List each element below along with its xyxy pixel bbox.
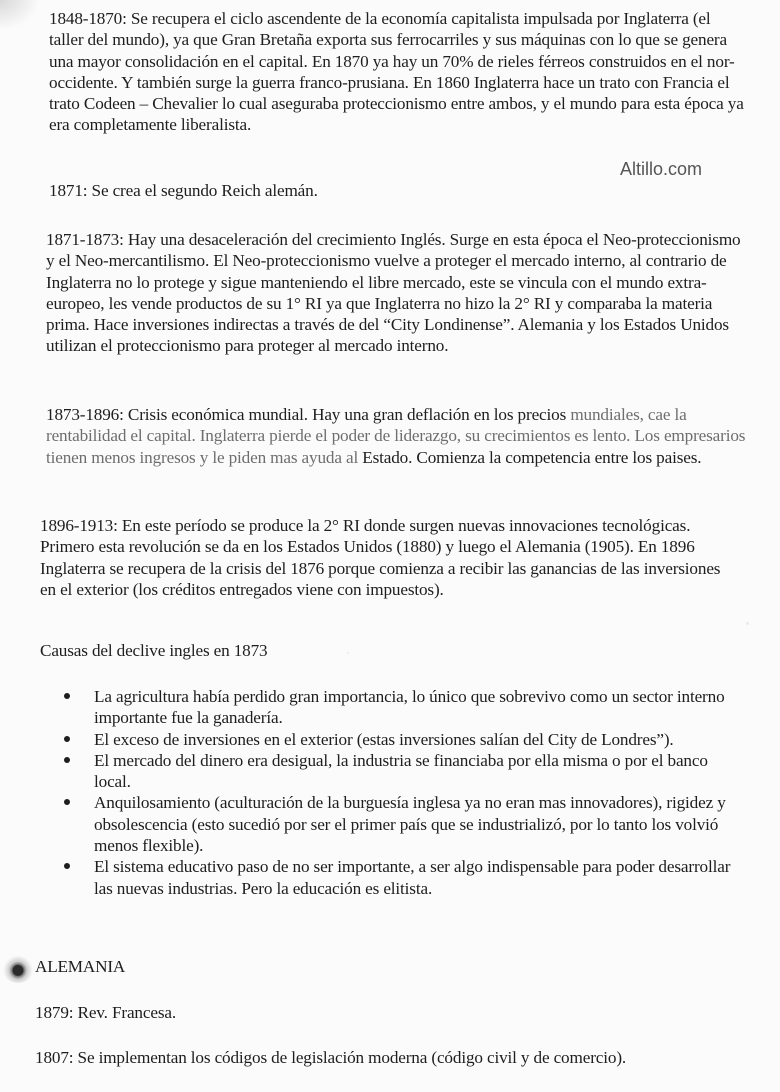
list-item [60, 686, 740, 729]
paragraph-1807: 1807: Se implementan los códigos de legislación moderna (código civil y de comercio). [35, 1048, 627, 1067]
paragraph-1871: 1871: Se crea el segundo Reich alemán. [49, 181, 318, 200]
bullet-icon [64, 863, 70, 869]
bullet-icon [64, 736, 70, 742]
list-item [60, 792, 740, 856]
list-item-text: El sistema educativo paso de no ser importante, a ser algo indispensable para poder desarrollar las nuevas industrias. Pero la educación es elitista. [94, 857, 731, 898]
list-item [60, 750, 740, 793]
watermark-altillo: Altillo.com [620, 159, 703, 179]
paragraph-1848-1870: 1848-1870: Se recupera el ciclo ascendente de la economía capitalista impulsada por Inglaterra (el taller del mundo), ya que Gran Bretaña exporta sus ferrocarriles y sus máquinas con lo que se genera una mayor consolidación en el capital. En 1870 ya hay un 70% de rieles férreos construidos en el nor-occidente. Y también surge la guerra franco-prusiana. En 1860 Inglaterra hace un trato con Francia el trato Codeen – Chevalier lo cual aseguraba proteccionismo entre ambos, y el mundo para esta época ya era completamente liberalista. [49, 9, 744, 135]
list-item [60, 856, 740, 899]
paragraph-1873-1896 [46, 404, 746, 468]
punch-hole-icon [2, 955, 34, 983]
list-item-text: El mercado del dinero era desigual, la industria se financiaba por ella misma o por el banco local. [94, 750, 708, 792]
causas-list [60, 686, 740, 899]
scan-speck [746, 622, 749, 625]
paragraph-1873-1896-line-c: Estado. Comienza la competencia entre los paises. [362, 447, 702, 467]
bullet-icon [64, 693, 70, 699]
list-item-text: El exceso de inversiones en el exterior (estas inversiones salían del City de Londres”). [94, 729, 674, 749]
scan-shadow [0, 0, 40, 30]
bullet-icon [64, 757, 70, 763]
paragraph-1873-1896-line-a: 1873-1896: Crisis económica mundial. Hay una gran deflación en los precios [46, 405, 567, 424]
paragraph-1871-1873: 1871-1873: Hay una desaceleración del crecimiento Inglés. Surge en esta época el Neo-proteccionismo y el Neo-mercantilismo. El Neo-proteccionismo vuelve a proteger el mercado interno, al contrario de Inglaterra no lo protege y sigue manteniendo el libre mercado, este se vincula con el mundo extra-europeo, les vende productos de su 1° RI ya que Inglaterra no hizo la 2° RI y comparaba la materia prima. Hace inversiones indirectas a través de del “City Londinense”. Alemania y los Estados Unidos utilizan el proteccionismo para proteger al mercado interno. [46, 230, 741, 356]
paragraph-1896-1913: 1896-1913: En este período se produce la 2° RI donde surgen nuevas innovaciones tecnológicas. Primero esta revolución se da en los Estados Unidos (1880) y luego el Alemania (1905). En 1896 Inglaterra se recupera de la crisis del 1876 porque comienza a recibir las ganancias de las inversiones en el exterior (los créditos entregados viene con impuestos). [40, 516, 721, 599]
bullet-icon [64, 799, 70, 805]
alemania-heading-row [0, 955, 300, 985]
list-item [60, 729, 740, 750]
paragraph-1879: 1879: Rev. Francesa. [35, 1003, 176, 1022]
section-heading-alemania: ALEMANIA [35, 957, 126, 976]
list-item-text: La agricultura había perdido gran importancia, lo único que sobrevivo como un sector interno importante fue la ganadería. [94, 687, 725, 728]
causas-title: Causas del declive ingles en 1873 [40, 641, 268, 660]
list-item-text: Anquilosamiento (aculturación de la burguesía inglesa ya no eran mas innovadores), rigidez y obsolescencia (esto sucedió por ser el primer país que se industrializó, por lo tanto los volvió menos flexible). [94, 793, 726, 856]
paragraph-1873-1896-faint: mundiales, cae la rentabilidad el capital. Inglaterra pierde el poder de liderazgo, su crecimientos es lento. Los empresarios tienen menos ingresos y le piden mas ayuda al [46, 405, 746, 467]
